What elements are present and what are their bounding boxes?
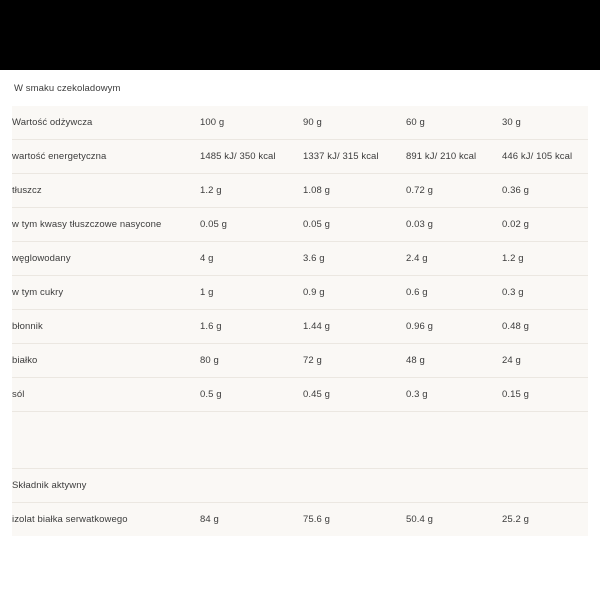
table-spacer-row bbox=[12, 412, 588, 469]
row-value-30g: 0.15 g bbox=[502, 378, 588, 412]
row-value-100g: 80 g bbox=[200, 344, 303, 378]
table-row bbox=[12, 344, 588, 378]
table-row bbox=[12, 140, 588, 174]
spacer-cell bbox=[12, 412, 200, 469]
spacer-cell bbox=[200, 412, 303, 469]
active-ingredient-section-row bbox=[12, 469, 588, 503]
row-value-100g: 1.2 g bbox=[200, 174, 303, 208]
header-cell-label: Wartość odżywcza bbox=[12, 106, 200, 140]
row-value-30g: 1.2 g bbox=[502, 242, 588, 276]
row-value-100g: 4 g bbox=[200, 242, 303, 276]
row-value-90g: 1.44 g bbox=[303, 310, 406, 344]
row-value-30g: 0.36 g bbox=[502, 174, 588, 208]
row-value-30g: 24 g bbox=[502, 344, 588, 378]
row-value-30g: 25.2 g bbox=[502, 514, 530, 525]
header-cell-30g: 30 g bbox=[502, 106, 588, 140]
row-label: sól bbox=[12, 378, 200, 412]
header-cell-90g: 90 g bbox=[303, 106, 406, 140]
section-empty-cell bbox=[200, 469, 303, 503]
row-value-60g: 0.96 g bbox=[406, 310, 502, 344]
section-empty-cell bbox=[303, 469, 406, 503]
spacer-cell bbox=[303, 412, 406, 469]
row-label: błonnik bbox=[12, 310, 200, 344]
table-row bbox=[12, 242, 588, 276]
row-value-100g: 0.05 g bbox=[200, 208, 303, 242]
table-row bbox=[12, 503, 588, 537]
nutrition-panel bbox=[12, 106, 588, 536]
document-page bbox=[0, 70, 600, 600]
row-value-60g: 2.4 g bbox=[406, 242, 502, 276]
row-value-90g: 0.45 g bbox=[303, 378, 406, 412]
header-cell-60g: 60 g bbox=[406, 106, 502, 140]
table-row bbox=[12, 310, 588, 344]
row-value-90g: 1337 kJ/ 315 kcal bbox=[303, 140, 406, 174]
row-value-30g: 446 kJ/ 105 kcal bbox=[502, 140, 588, 174]
row-value-90g: 0.05 g bbox=[303, 208, 406, 242]
row-value-100g: 1 g bbox=[200, 276, 303, 310]
row-value-60g: 0.6 g bbox=[406, 276, 502, 310]
spacer-cell bbox=[406, 412, 502, 469]
row-label: w tym cukry bbox=[12, 276, 200, 310]
spacer-cell bbox=[502, 412, 588, 469]
row-label: wartość energetyczna bbox=[12, 140, 200, 174]
row-value-60g: 0.03 g bbox=[406, 208, 502, 242]
table-row bbox=[12, 174, 588, 208]
row-value-60g: 0.72 g bbox=[406, 174, 502, 208]
row-label: węglowodany bbox=[12, 242, 200, 276]
row-value-100g: 1.6 g bbox=[200, 310, 303, 344]
row-value-60g: 891 kJ/ 210 kcal bbox=[406, 140, 502, 174]
row-value-30g: 0.3 g bbox=[502, 276, 588, 310]
row-label: izolat białka serwatkowego bbox=[12, 514, 128, 525]
row-value-60g: 50.4 g bbox=[406, 514, 434, 525]
table-row bbox=[12, 276, 588, 310]
section-empty-cell bbox=[502, 469, 588, 503]
row-value-90g: 0.9 g bbox=[303, 276, 406, 310]
row-value-90g: 72 g bbox=[303, 344, 406, 378]
section-label: Składnik aktywny bbox=[12, 469, 200, 503]
row-label: w tym kwasy tłuszczowe nasycone bbox=[12, 208, 200, 242]
header-cell-100g: 100 g bbox=[200, 106, 303, 140]
row-value-100g: 84 g bbox=[200, 514, 219, 525]
row-value-30g: 0.48 g bbox=[502, 310, 588, 344]
row-value-90g: 75.6 g bbox=[303, 514, 331, 525]
row-value-60g: 48 g bbox=[406, 344, 502, 378]
flavour-caption: W smaku czekoladowym bbox=[14, 83, 121, 94]
row-value-100g: 0.5 g bbox=[200, 378, 303, 412]
table-header-row bbox=[12, 106, 588, 140]
row-value-90g: 1.08 g bbox=[303, 174, 406, 208]
row-value-60g: 0.3 g bbox=[406, 378, 502, 412]
table-row bbox=[12, 208, 588, 242]
row-value-30g: 0.02 g bbox=[502, 208, 588, 242]
section-empty-cell bbox=[406, 469, 502, 503]
row-label: tłuszcz bbox=[12, 174, 200, 208]
row-label: białko bbox=[12, 344, 200, 378]
table-row bbox=[12, 378, 588, 412]
row-value-100g: 1485 kJ/ 350 kcal bbox=[200, 140, 303, 174]
row-value-90g: 3.6 g bbox=[303, 242, 406, 276]
nutrition-table bbox=[12, 106, 588, 536]
